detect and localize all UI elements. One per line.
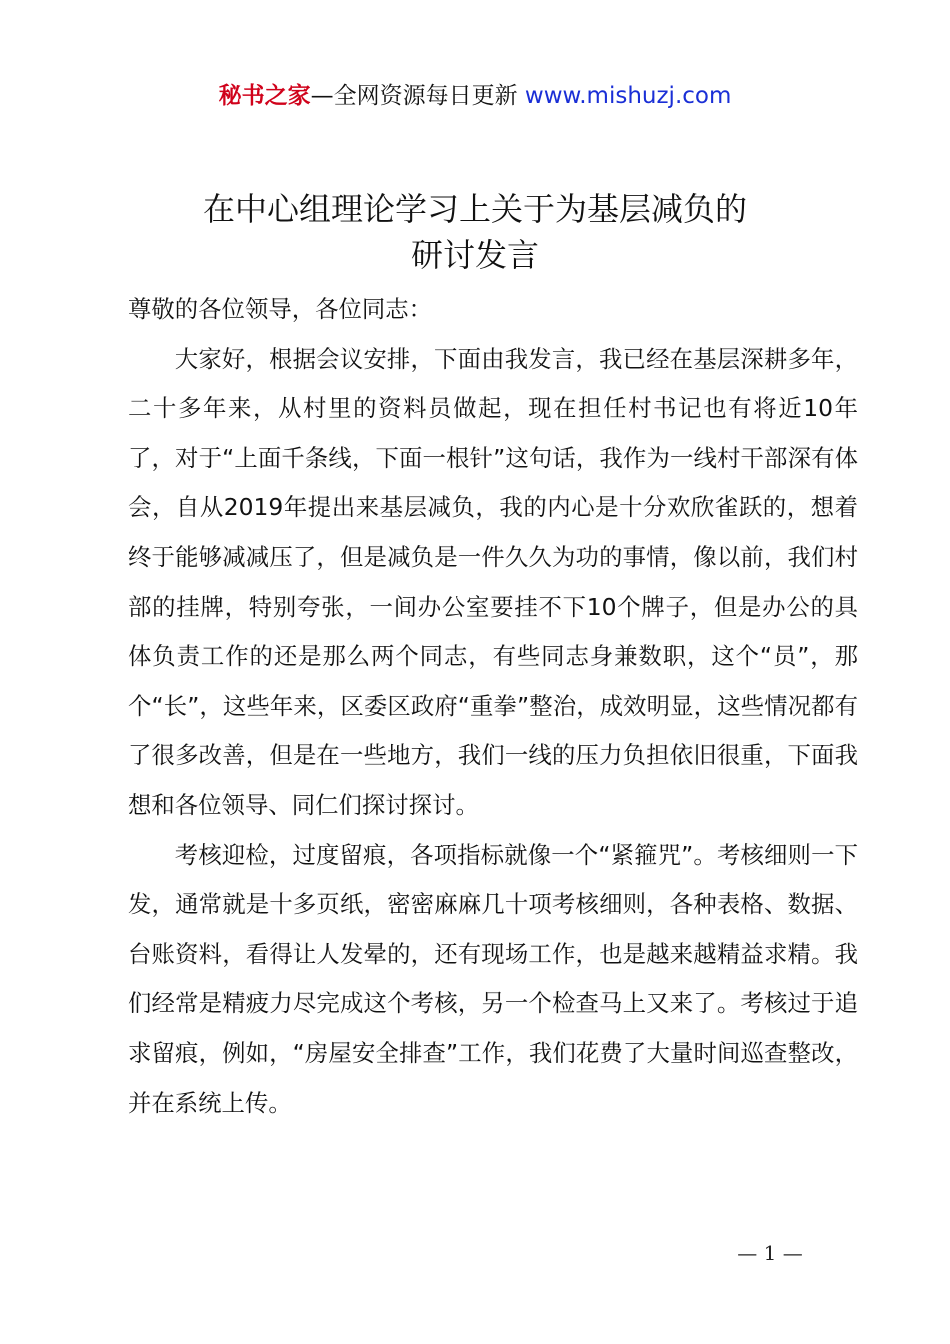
site-brand: 秘书之家 (218, 83, 311, 109)
site-tagline: —全网资源每日更新 (310, 83, 518, 109)
paragraph-1: 大家好，根据会议安排，下面由我发言，我已经在基层深耕多年，二十多年来，从村里的资料员做起，现在担任村书记也有将近10年了，对于“上面千条线，下面一根针”这句话，我作为一线村干部深有体会，自从2019年提出来基层减负，我的内心是十分欢欣雀跃的，想着终于能够减减压了，但是减负是一件久久为功的事情，像以前，我们村部的挂牌，特别夸张，一间办公室要挂不下10个牌子，但是办公的具体负责工作的还是那么两个同志，有些同志身兼数职，这个“员”，那个“长”，这些年来，区委区政府“重拳”整治，成效明显，这些情况都有了很多改善，但是在一些地方，我们一线的压力负担依旧很重，下面我想和各位领导、同仁们探讨探讨。 (128, 344, 858, 819)
page-number: — 1 — (737, 1241, 803, 1265)
title-line-2: 研讨发言 (410, 236, 539, 274)
site-url-link[interactable]: www.mishuzj.com (524, 83, 732, 109)
title-line-1: 在中心组理论学习上关于为基层减负的 (202, 190, 747, 228)
document-body (128, 285, 858, 1128)
site-banner (0, 80, 950, 112)
salutation: 尊敬的各位领导，各位同志： (128, 295, 433, 323)
paragraph-2: 考核迎检，过度留痕，各项指标就像一个“紧箍咒”。考核细则一下发，通常就是十多页纸，密密麻麻几十项考核细则，各种表格、数据、台账资料，看得让人发晕的，还有现场工作，也是越来越精益求精。我们经常是精疲力尽完成这个考核，另一个检查马上又来了。考核过于追求留痕，例如，“房屋安全排查”工作，我们花费了大量时间巡查整改，并在系统上传。 (128, 840, 858, 1117)
document-title (0, 186, 950, 278)
